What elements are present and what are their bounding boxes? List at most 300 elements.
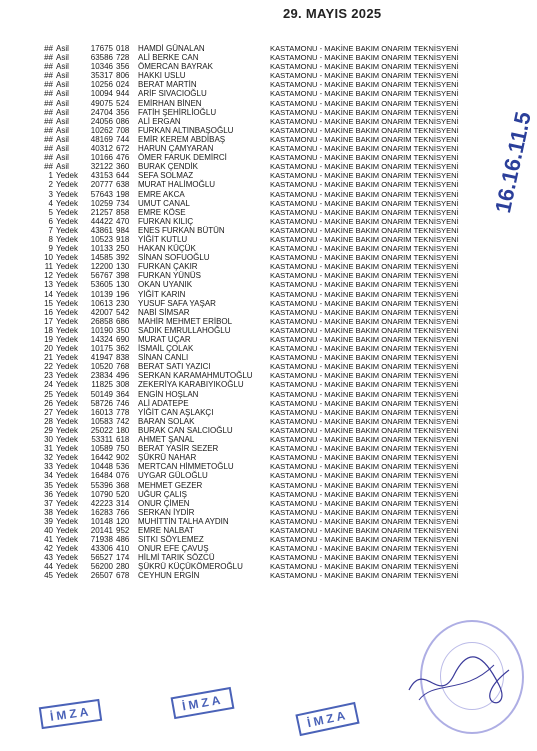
table-row [0,399,525,408]
row-score: 10166 [90,153,113,163]
row-score: 56767 [90,271,113,281]
row-type: Asil [56,144,69,154]
signature-scribble [404,650,514,710]
row-score: 10583 [90,416,113,426]
row-department: KASTAMONU - MAKİNE BAKIM ONARIM TEKNİSYENİ [270,562,459,572]
table-row [0,244,525,253]
row-department: KASTAMONU - MAKİNE BAKIM ONARIM TEKNİSYENİ [270,516,459,526]
row-score: 32122 [90,162,113,172]
row-name: İSMAİL ÇOLAK [138,344,194,354]
row-name: MAHİR MEHMET ERİBOL [138,316,233,326]
row-score: 56527 [90,553,113,563]
row-name: ONUR ÇİMEN [138,498,190,508]
row-rank: 10 [44,253,53,263]
row-id-suffix: 806 [116,71,130,81]
row-name: ARİF SIVACIOĞLU [138,89,207,99]
row-department: KASTAMONU - MAKİNE BAKIM ONARIM TEKNİSYENİ [270,144,459,154]
row-department: KASTAMONU - MAKİNE BAKIM ONARIM TEKNİSYENİ [270,80,459,90]
row-rank: 37 [44,498,53,508]
row-name: FURKAN ÇAKIR [138,262,198,272]
table-row [0,226,525,235]
row-score: 16442 [90,453,113,463]
row-rank: ## [44,107,53,117]
table-row [0,390,525,399]
row-name: HARUN ÇAMYARAN [138,144,214,154]
table-row [0,526,525,535]
row-name: CEYHUN ERGİN [138,571,200,581]
row-name: YİĞİT CAN AŞLAKÇI [138,407,214,417]
row-rank: ## [44,89,53,99]
row-score: 43153 [90,171,113,181]
row-rank: ## [44,98,53,108]
row-type: Asil [56,89,69,99]
row-rank: 9 [48,244,53,254]
row-score: 24056 [90,116,113,126]
row-id-suffix: 768 [116,362,130,372]
row-score: 16013 [90,407,113,417]
row-type: Yedek [56,407,78,417]
table-row [0,471,525,480]
row-id-suffix: 524 [116,98,130,108]
table-row [0,271,525,280]
row-type: Yedek [56,262,78,272]
table-row [0,80,525,89]
table-row [0,217,525,226]
row-department: KASTAMONU - MAKİNE BAKIM ONARIM TEKNİSYENİ [270,207,459,217]
row-score: 58726 [90,398,113,408]
row-type: Asil [56,98,69,108]
row-type: Yedek [56,416,78,426]
row-type: Yedek [56,362,78,372]
row-score: 10262 [90,125,113,135]
row-type: Yedek [56,398,78,408]
row-rank: 16 [44,307,53,317]
row-type: Asil [56,107,69,117]
row-type: Asil [56,116,69,126]
row-id-suffix: 486 [116,535,130,545]
row-name: HAKKI USLU [138,71,186,81]
row-department: KASTAMONU - MAKİNE BAKIM ONARIM TEKNİSYENİ [270,471,459,481]
row-department: KASTAMONU - MAKİNE BAKIM ONARIM TEKNİSYENİ [270,198,459,208]
row-rank: 5 [48,207,53,217]
row-type: Asil [56,153,69,163]
row-rank: 12 [44,271,53,281]
row-type: Asil [56,125,69,135]
row-type: Yedek [56,498,78,508]
row-type: Yedek [56,289,78,299]
table-row [0,344,525,353]
row-rank: 42 [44,544,53,554]
signature-stamp-2: İMZA [171,687,235,719]
row-rank: 14 [44,289,53,299]
row-id-suffix: 686 [116,316,130,326]
row-name: FURKAN KILIÇ [138,216,194,226]
row-rank: ## [44,153,53,163]
row-department: KASTAMONU - MAKİNE BAKIM ONARIM TEKNİSYENİ [270,389,459,399]
row-name: EMİR KEREM ABDİBAŞ [138,134,226,144]
row-score: 53605 [90,280,113,290]
row-score: 26858 [90,316,113,326]
table-row [0,71,525,80]
row-name: EMRE NALBAT [138,525,194,535]
row-id-suffix: 174 [116,553,130,563]
row-score: 10346 [90,62,113,72]
row-score: 10448 [90,462,113,472]
table-row [0,99,525,108]
row-id-suffix: 744 [116,134,130,144]
row-type: Yedek [56,453,78,463]
document-date: 29. MAYIS 2025 [283,6,382,21]
row-type: Yedek [56,225,78,235]
table-row [0,135,525,144]
row-department: KASTAMONU - MAKİNE BAKIM ONARIM TEKNİSYENİ [270,362,459,372]
row-score: 43306 [90,544,113,554]
row-score: 10133 [90,244,113,254]
row-type: Asil [56,71,69,81]
row-rank: ## [44,44,53,53]
table-row [0,444,525,453]
row-department: KASTAMONU - MAKİNE BAKIM ONARIM TEKNİSYENİ [270,53,459,63]
row-department: KASTAMONU - MAKİNE BAKIM ONARIM TEKNİSYENİ [270,525,459,535]
row-score: 42007 [90,307,113,317]
row-name: ZEKERİYA KARABIYIKOĞLU [138,380,244,390]
row-id-suffix: 766 [116,507,130,517]
row-name: SERKAN İYDİR [138,507,195,517]
row-id-suffix: 392 [116,253,130,263]
row-type: Yedek [56,435,78,445]
table-row [0,435,525,444]
row-department: KASTAMONU - MAKİNE BAKIM ONARIM TEKNİSYENİ [270,280,459,290]
candidate-list [0,44,525,581]
row-name: ALİ ADATEPE [138,398,189,408]
row-rank: ## [44,116,53,126]
row-type: Yedek [56,380,78,390]
row-rank: 6 [48,216,53,226]
row-name: BERAT MARTİN [138,80,197,90]
row-id-suffix: 198 [116,189,130,199]
row-rank: 43 [44,553,53,563]
row-name: ALİ ERGAN [138,116,181,126]
table-row [0,117,525,126]
row-type: Yedek [56,535,78,545]
row-name: EMRE AKCA [138,189,185,199]
row-id-suffix: 678 [116,571,130,581]
table-row [0,499,525,508]
row-name: UĞUR ÇALIŞ [138,489,187,499]
row-id-suffix: 750 [116,444,130,454]
row-score: 10613 [90,298,113,308]
table-row [0,44,525,53]
row-id-suffix: 918 [116,234,130,244]
row-rank: ## [44,62,53,72]
row-department: KASTAMONU - MAKİNE BAKIM ONARIM TEKNİSYENİ [270,116,459,126]
row-type: Yedek [56,389,78,399]
row-name: OKAN UYANIK [138,280,193,290]
row-type: Yedek [56,180,78,190]
row-department: KASTAMONU - MAKİNE BAKIM ONARIM TEKNİSYENİ [270,125,459,135]
row-rank: 44 [44,562,53,572]
row-score: 63586 [90,53,113,63]
row-id-suffix: 496 [116,371,130,381]
row-name: FURKAN YÜNÜS [138,271,201,281]
row-rank: 33 [44,462,53,472]
row-department: KASTAMONU - MAKİNE BAKIM ONARIM TEKNİSYENİ [270,416,459,426]
row-rank: 7 [48,225,53,235]
row-name: SİNAN SOFUOĞLU [138,253,210,263]
row-name: HAKAN KÜÇÜK [138,244,196,254]
row-id-suffix: 536 [116,462,130,472]
row-type: Yedek [56,571,78,581]
row-department: KASTAMONU - MAKİNE BAKIM ONARIM TEKNİSYENİ [270,307,459,317]
row-type: Asil [56,44,69,53]
row-id-suffix: 746 [116,398,130,408]
table-row [0,162,525,171]
row-id-suffix: 356 [116,62,130,72]
row-department: KASTAMONU - MAKİNE BAKIM ONARIM TEKNİSYENİ [270,107,459,117]
row-id-suffix: 734 [116,198,130,208]
row-rank: 21 [44,353,53,363]
row-score: 57643 [90,189,113,199]
table-row [0,180,525,189]
row-score: 10256 [90,80,113,90]
row-department: KASTAMONU - MAKİNE BAKIM ONARIM TEKNİSYENİ [270,71,459,81]
row-score: 10523 [90,234,113,244]
row-id-suffix: 368 [116,480,130,490]
row-name: AHMET ŞANAL [138,435,195,445]
table-row [0,144,525,153]
row-name: YİĞİT KARIN [138,289,186,299]
row-rank: ## [44,125,53,135]
row-id-suffix: 130 [116,262,130,272]
row-name: MUHİTTİN TALHA AYDIN [138,516,229,526]
row-score: 23834 [90,371,113,381]
row-score: 11825 [91,380,113,390]
row-score: 26507 [90,571,113,581]
row-score: 71938 [90,535,113,545]
row-type: Asil [56,80,69,90]
row-type: Yedek [56,516,78,526]
row-type: Yedek [56,244,78,254]
row-department: KASTAMONU - MAKİNE BAKIM ONARIM TEKNİSYENİ [270,462,459,472]
row-department: KASTAMONU - MAKİNE BAKIM ONARIM TEKNİSYENİ [270,407,459,417]
row-id-suffix: 618 [116,435,130,445]
row-id-suffix: 350 [116,325,130,335]
row-type: Yedek [56,425,78,435]
row-department: KASTAMONU - MAKİNE BAKIM ONARIM TEKNİSYENİ [270,234,459,244]
table-row [0,62,525,71]
row-score: 49075 [90,98,113,108]
row-score: 24704 [90,107,113,117]
table-row [0,308,525,317]
row-department: KASTAMONU - MAKİNE BAKIM ONARIM TEKNİSYENİ [270,153,459,163]
table-row [0,235,525,244]
row-id-suffix: 944 [116,89,130,99]
row-name: SERKAN KARAMAHMUTOĞLU [138,371,253,381]
row-score: 20777 [90,180,113,190]
row-rank: ## [44,134,53,144]
row-rank: 28 [44,416,53,426]
row-type: Yedek [56,307,78,317]
row-type: Yedek [56,525,78,535]
row-name: YİĞİT KUTLU [138,234,188,244]
row-score: 10175 [90,344,113,354]
row-rank: 3 [48,189,53,199]
table-row [0,208,525,217]
row-department: KASTAMONU - MAKİNE BAKIM ONARIM TEKNİSYENİ [270,498,459,508]
row-name: FURKAN ALTINBAŞOĞLU [138,125,234,135]
row-department: KASTAMONU - MAKİNE BAKIM ONARIM TEKNİSYENİ [270,425,459,435]
row-type: Yedek [56,480,78,490]
row-department: KASTAMONU - MAKİNE BAKIM ONARIM TEKNİSYENİ [270,480,459,490]
row-department: KASTAMONU - MAKİNE BAKIM ONARIM TEKNİSYENİ [270,216,459,226]
table-row [0,508,525,517]
table-row [0,362,525,371]
table-row [0,190,525,199]
table-row [0,562,525,571]
row-rank: 40 [44,525,53,535]
row-rank: 18 [44,325,53,335]
row-type: Yedek [56,353,78,363]
table-row [0,453,525,462]
row-id-suffix: 672 [116,144,130,154]
row-department: KASTAMONU - MAKİNE BAKIM ONARIM TEKNİSYENİ [270,571,459,581]
row-id-suffix: 356 [116,107,130,117]
row-rank: 13 [44,280,53,290]
row-department: KASTAMONU - MAKİNE BAKIM ONARIM TEKNİSYENİ [270,225,459,235]
row-rank: 32 [44,453,53,463]
row-score: 14324 [90,335,113,344]
row-id-suffix: 476 [116,153,130,163]
row-id-suffix: 410 [116,544,130,554]
row-id-suffix: 308 [116,380,130,390]
row-score: 17675 [90,44,113,53]
table-row [0,553,525,562]
row-name: SEFA SOLMAZ [138,171,194,181]
row-rank: ## [44,53,53,63]
row-department: KASTAMONU - MAKİNE BAKIM ONARIM TEKNİSYENİ [270,244,459,254]
row-score: 55396 [90,480,113,490]
row-department: KASTAMONU - MAKİNE BAKIM ONARIM TEKNİSYENİ [270,289,459,299]
row-rank: 24 [44,380,53,390]
row-score: 50149 [90,389,113,399]
row-rank: 17 [44,316,53,326]
row-score: 16484 [90,471,113,481]
row-department: KASTAMONU - MAKİNE BAKIM ONARIM TEKNİSYENİ [270,380,459,390]
row-score: 53311 [91,435,113,445]
row-name: MURAT UÇAR [138,335,191,344]
row-rank: 19 [44,335,53,344]
table-row [0,153,525,162]
row-department: KASTAMONU - MAKİNE BAKIM ONARIM TEKNİSYENİ [270,335,459,344]
row-rank: ## [44,71,53,81]
row-rank: ## [44,80,53,90]
row-department: KASTAMONU - MAKİNE BAKIM ONARIM TEKNİSYENİ [270,489,459,499]
row-type: Yedek [56,371,78,381]
row-type: Yedek [56,544,78,554]
row-score: 10259 [90,198,113,208]
row-type: Yedek [56,444,78,454]
row-department: KASTAMONU - MAKİNE BAKIM ONARIM TEKNİSYENİ [270,98,459,108]
row-score: 35317 [90,71,113,81]
row-name: MEHMET GEZER [138,480,203,490]
row-type: Yedek [56,280,78,290]
row-type: Asil [56,134,69,144]
row-rank: 11 [44,262,53,272]
row-id-suffix: 250 [116,244,130,254]
row-rank: ## [44,162,53,172]
row-type: Yedek [56,507,78,517]
row-type: Yedek [56,271,78,281]
row-department: KASTAMONU - MAKİNE BAKIM ONARIM TEKNİSYENİ [270,89,459,99]
row-department: KASTAMONU - MAKİNE BAKIM ONARIM TEKNİSYENİ [270,262,459,272]
table-row [0,371,525,380]
row-type: Asil [56,162,69,172]
row-score: 10589 [90,444,113,454]
row-name: ENGİN HOŞLAN [138,389,199,399]
row-id-suffix: 984 [116,225,130,235]
table-row [0,335,525,344]
table-row [0,535,525,544]
row-type: Yedek [56,316,78,326]
row-score: 10790 [90,489,113,499]
table-row [0,108,525,117]
row-type: Yedek [56,562,78,572]
row-id-suffix: 902 [116,453,130,463]
row-department: KASTAMONU - MAKİNE BAKIM ONARIM TEKNİSYENİ [270,353,459,363]
row-score: 10190 [90,325,113,335]
row-score: 42223 [90,498,113,508]
table-row [0,380,525,389]
row-id-suffix: 644 [116,171,130,181]
side-stamp-text: 16.16.11.5 [490,109,536,216]
row-type: Yedek [56,553,78,563]
row-rank: 2 [48,180,53,190]
row-name: SADIK EMRULLAHOĞLU [138,325,231,335]
row-id-suffix: 362 [116,344,130,354]
table-row [0,253,525,262]
row-department: KASTAMONU - MAKİNE BAKIM ONARIM TEKNİSYENİ [270,398,459,408]
row-score: 25022 [90,425,113,435]
row-type: Yedek [56,335,78,344]
row-type: Yedek [56,462,78,472]
row-type: Yedek [56,489,78,499]
row-name: BARAN SOLAK [138,416,195,426]
row-id-suffix: 708 [116,125,130,135]
table-row [0,290,525,299]
row-name: YUSUF SAFA YAŞAR [138,298,216,308]
table-row [0,517,525,526]
row-id-suffix: 120 [116,516,130,526]
row-id-suffix: 778 [116,407,130,417]
row-type: Yedek [56,471,78,481]
row-id-suffix: 180 [116,425,130,435]
signature-stamp-3: İMZA [295,702,360,736]
row-department: KASTAMONU - MAKİNE BAKIM ONARIM TEKNİSYENİ [270,62,459,72]
row-id-suffix: 690 [116,335,130,344]
row-department: KASTAMONU - MAKİNE BAKIM ONARIM TEKNİSYENİ [270,253,459,263]
row-score: 44422 [90,216,113,226]
row-name: BERAT SATI YAZICI [138,362,211,372]
row-id-suffix: 838 [116,353,130,363]
row-department: KASTAMONU - MAKİNE BAKIM ONARIM TEKNİSYENİ [270,325,459,335]
row-name: SITKI SÖYLEMEZ [138,535,204,545]
row-score: 16283 [90,507,113,517]
table-row [0,481,525,490]
row-department: KASTAMONU - MAKİNE BAKIM ONARIM TEKNİSYENİ [270,444,459,454]
row-type: Asil [56,53,69,63]
row-department: KASTAMONU - MAKİNE BAKIM ONARIM TEKNİSYENİ [270,134,459,144]
row-id-suffix: 542 [116,307,130,317]
